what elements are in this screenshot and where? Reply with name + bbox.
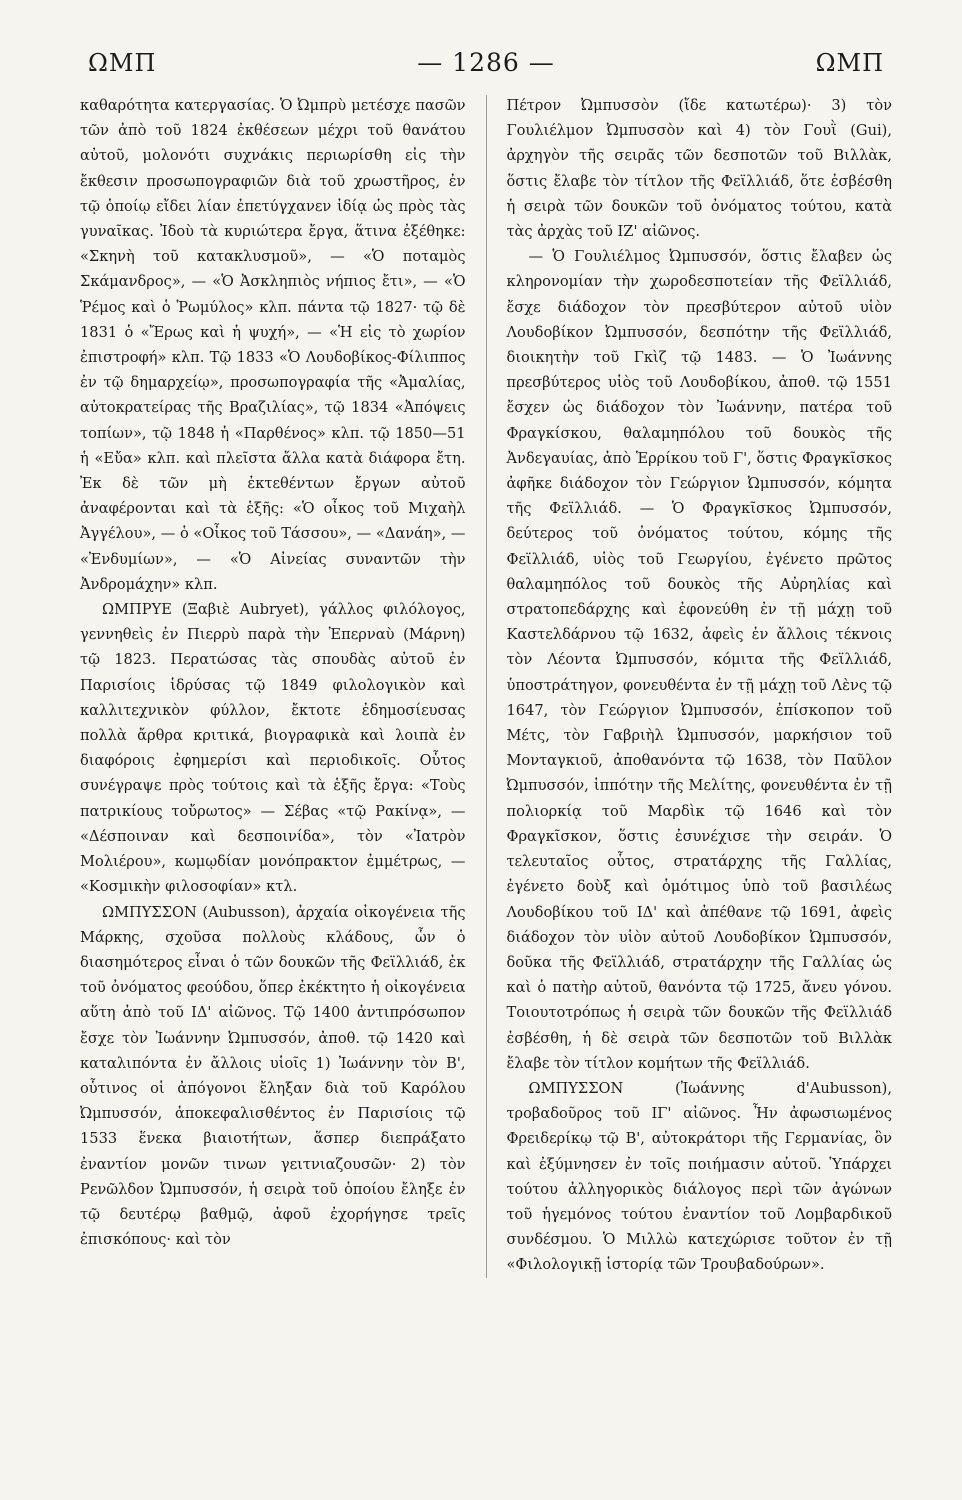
header-left-word: ΩΜΠ — [88, 49, 157, 77]
page-number: — 1286 — — [417, 48, 555, 77]
paragraph-guillaume-aubusson: — Ὁ Γουλιέλμος Ὠμπυσσόν, ὅστις ἔλαβεν ὡς κληρονομίαν τὴν χωροδεσποτείαν τῆς Φεϊλλιάδ, ἔσχε διάδοχον τὸν πρεσβύτερον αὐτοῦ υἱὸν Λουδοβίκον Ὠμπυσσόν, δεσπότην τῆς Φεϊλλιάδ, διοικητὴν τοῦ Γκὶζ τῷ 1483. — Ὁ Ἰωάννης πρεσβύτερος υἱὸς τοῦ Λουδοβίκου, ἀποθ. τῷ 1551 ἔσχεν ὡς διάδοχον τὸν Ἰωάννην, πατέρα τοῦ Φραγκίσκου, θαλαμηπόλου τοῦ δουκὸς τῆς Ἀνδεγαυίας, ἀπὸ Ἑρρίκου τοῦ Γ', ὅστις Φραγκῖσκος ἀφῆκε διάδοχον τὸν Γεώργιον Ὠμπυσσόν, κόμητα τῆς Φεϊλλιάδ. — Ὁ Φραγκῖσκος Ὠμπυσσόν, δεύτερος τοῦ ὀνόματος τούτου, κόμης τῆς Φεϊλλιάδ, υἱὸς τοῦ Γεωργίου, ἐγένετο πρῶτος θαλαμηπόλος τοῦ δουκὸς τῆς Αὐρηλίας καὶ στρατοπεδάρχης καὶ ἐφονεύθη ἐν τῇ μάχῃ τοῦ Καστελδάρνου τῷ 1632, ἀφεὶς ἐν ἄλλοις τέκνοις τὸν Λέοντα Ὠμπυσσόν, κόμιτα τῆς Φεϊλλιάδ, ὑποστράτηγον, φονευθέντα ἐν τῇ μάχῃ τοῦ Λὲνς τῷ 1647, τὸν Γεώργιον Ὠμπυσσόν, ἐπίσκοπον τοῦ Μέτς, τὸν Γαβριὴλ Ὠμπυσσόν, μαρκήσιον τοῦ Μονταγκιοῦ, ἀποθανόντα τῷ 1638, τὸν Παῦλον Ὠμπυσσόν, ἱππότην τῆς Μελίτης, φονευθέντα ἐν τῇ πολιορκίᾳ τοῦ Μαρδὶκ τῷ 1646 καὶ τὸν Φραγκῖσκον, ὅστις ἐσυνέχισε τὴν σειράν. Ὁ τελευταῖος οὗτος, στρατάρχης τῆς Γαλλίας, ἐγένετο δοὺξ καὶ ὁμότιμος ὑπὸ τοῦ βασιλέως Λουδοβίκου τοῦ ΙΔ' καὶ ἀπέθανε τῷ 1691, ἀφεὶς διάδοχον τὸν υἱὸν αὐτοῦ Λουδοβίκον Ὠμπυσσόν, δοῦκα τῆς Φεϊλλιάδ, στρατάρχην τῆς Γαλλίας ὡς καὶ ὁ πατὴρ αὐτοῦ, θανόντα τῷ 1725, ἄνευ γόνου. Τοιουτοτρόπως ἡ σειρὰ τῶν δουκῶν τῆς Φεϊλλιάδ ἐσβέσθη, ἡ δὲ σειρὰ τῶν δεσποτῶν τοῦ Βιλλὰκ ἔλαβε τὸν τίτλον κομήτων τῆς Φεϊλλιάδ. — [506, 248, 892, 1072]
right-continued-paragraph: Πέτρον Ὠμπυσσὸν (ἴδε κατωτέρω)· 3) τὸν Γουλιέλμον Ὠμπυσσὸν καὶ 4) τὸν Γουῒ (Gui), ἀρχηγὸν τῆς σειρᾶς τῶν δεσποτῶν τοῦ Βιλλὰκ, ὅστις ἔλαβε τὸν τίτλον τῆς Φεϊλλιάδ, ὅτε ἐσβέσθη ἡ σειρὰ τῶν δουκῶν τοῦ ὀνόματος τούτου, κατὰ τὰς ἀρχὰς τοῦ ΙΖ' αἰῶνος. — [506, 97, 892, 241]
left-continued-paragraph: καθαρότητα κατεργασίας. Ὁ Ὠμπρὺ μετέσχε πασῶν τῶν ἀπὸ τοῦ 1824 ἐκθέσεων μέχρι τοῦ θανάτου αὐτοῦ, μολονότι συχνάκις περιωρίσθη εἰς τὴν ἔκθεσιν προσωπογραφιῶν διὰ τοῦ χρωστῆρος, ἐν τῷ ὁποίῳ εἴδει λίαν ἐπετύγχανεν ἰδίᾳ ὡς πρὸς τὰς γυναῖκας. Ἰδοὺ τὰ κυριώτερα ἔργα, ἅτινα ἐξέθηκε: «Σκηνὴ τοῦ κατακλυσμοῦ», — «Ὁ ποταμὸς Σκάμανδρος», — «Ὁ Ἀσκληπιὸς νήπιος ἔτι», — «Ὁ Ῥέμος καὶ ὁ Ῥωμύλος» κλπ. πάντα τῷ 1827· τῷ δὲ 1831 ὁ «Ἔρως καὶ ἡ ψυχή», — «Ἡ εἰς τὸ χωρίον ἐπιστροφή» κλπ. Τῷ 1833 «Ὁ Λουδοβίκος-Φίλιππος ἐν τῷ δημαρχείῳ», προσωπογραφία τῆς «Ἀμαλίας, αὐτοκρατείρας τῆς Βραζιλίας», τῷ 1834 «Ἀπόψεις τοπίων», τῷ 1848 ἡ «Παρθένος» κλπ. τῷ 1850—51 ἡ «Εὔα» κλπ. καὶ πλεῖστα ἄλλα κατὰ διάφορα ἔτη. Ἐκ δὲ τῶν μὴ ἐκτεθέντων ἔργων αὐτοῦ ἀναφέρονται καὶ τὰ ἑξῆς: «Ὁ οἶκος τοῦ Μιχαὴλ Ἀγγέλου», — ὁ «Οἶκος τοῦ Τάσσου», — «Δανάη», — «Ἐνδυμίων», — «Ὁ Αἰνείας συναντῶν τὴν Ἀνδρομάχην» κλπ. — [80, 97, 466, 593]
column-divider — [486, 95, 487, 1278]
two-column-body — [80, 93, 892, 1278]
header-right-word: ΩΜΠ — [815, 49, 884, 77]
entry-jean-aubusson: ΩΜΠΥΣΣΟΝ (Ἰωάννης d'Aubusson), τροβαδοῦρος τοῦ ΙΓ' αἰῶνος. Ἦν ἀφωσιωμένος Φρειδερίκῳ τῷ Β', αὐτοκράτορι τῆς Γερμανίας, ὃν καὶ ἐξύμνησεν ἐν τοῖς ποιήμασιν αὐτοῦ. Ὑπάρχει τούτου ἀλληγορικὸς διάλογος περὶ τῶν ἀγώνων τοῦ ἡγεμόνος τούτου ἐναντίον τοῦ Λομβαρδικοῦ συνδέσμου. Ὁ Μιλλὼ κατεχώρισε τοῦτον ἐν τῇ «Φιλολογικῇ ἱστορίᾳ τῶν Τρουβαδούρων». — [506, 1079, 892, 1274]
running-head — [80, 48, 892, 77]
entry-aubusson-family: ΩΜΠΥΣΣΟΝ (Aubusson), ἀρχαία οἰκογένεια τῆς Μάρκης, σχοῦσα πολλοὺς κλάδους, ὧν ὁ διασημότερος εἶναι ὁ τῶν δουκῶν τῆς Φεϊλλιάδ, ἐκ τοῦ ὀνόματος φεούδου, ὅπερ ἐκέκτητο ἡ οἰκογένεια αὕτη ἀπὸ τοῦ ΙΔ' αἰῶνος. Τῷ 1400 ἀντιπρόσωπον ἔσχε τὸν Ἰωάννην Ὠμπυσσόν, ἀποθ. τῷ 1420 καὶ καταλιπόντα ἐν ἄλλοις υἱοῖς 1) Ἰωάννην τὸν Β', οὗτινος οἱ ἀπόγονοι ἔληξαν διὰ τοῦ Καρόλου Ὠμπυσσόν, ἀποκεφαλισθέντος ἐν Παρισίοις τῷ 1533 ἕνεκα βιαιοτήτων, ἅσπερ διεπράξατο ἐναντίον μονῶν τινων γειτνιαζουσῶν· 2) τὸν Ρενῶλδον Ὠμπυσσόν, ἡ σειρὰ τοῦ ὁποίου ἔληξε ἐν τῷ δευτέρῳ βαθμῷ, ἀφοῦ ἐχορήγησε τρεῖς ἐπισκόπους· καὶ τὸν — [80, 903, 466, 1249]
entry-aubryet: ΩΜΠΡΥΕ (Ξαβιὲ Aubryet), γάλλος φιλόλογος, γεννηθεὶς ἐν Πιερρὺ παρὰ τὴν Ἐπερναὺ (Μάρνη) τῷ 1823. Περατώσας τὰς σπουδὰς αὐτοῦ ἐν Παρισίοις ἱδρύσας τῷ 1849 φιλολογικὸν καὶ καλλιτεχνικὸν φύλλον, ἔκτοτε ἐδημοσίευσας πολλὰ ἄρθρα κριτικά, βιογραφικὰ καὶ λοιπὰ ἐν διαφόροις ἐφημερίσι καὶ περιοδικοῖς. Οὗτος συνέγραψε πρὸς τούτοις καὶ τὰ ἑξῆς ἔργα: «Τοὺς πατρικίους τοὔρωτος» — Σέβας «τῷ Ρακίνᾳ», — «Δέσποιναν καὶ δεσποινίδα», τὸν «Ἰατρὸν Μολιέρου», κωμῳδίαν μονόπρακτον ἐμμέτρως, — «Κοσμικὴν φιλοσοφίαν» κτλ. — [80, 601, 466, 896]
right-column — [506, 93, 892, 1278]
left-column — [80, 93, 466, 1278]
